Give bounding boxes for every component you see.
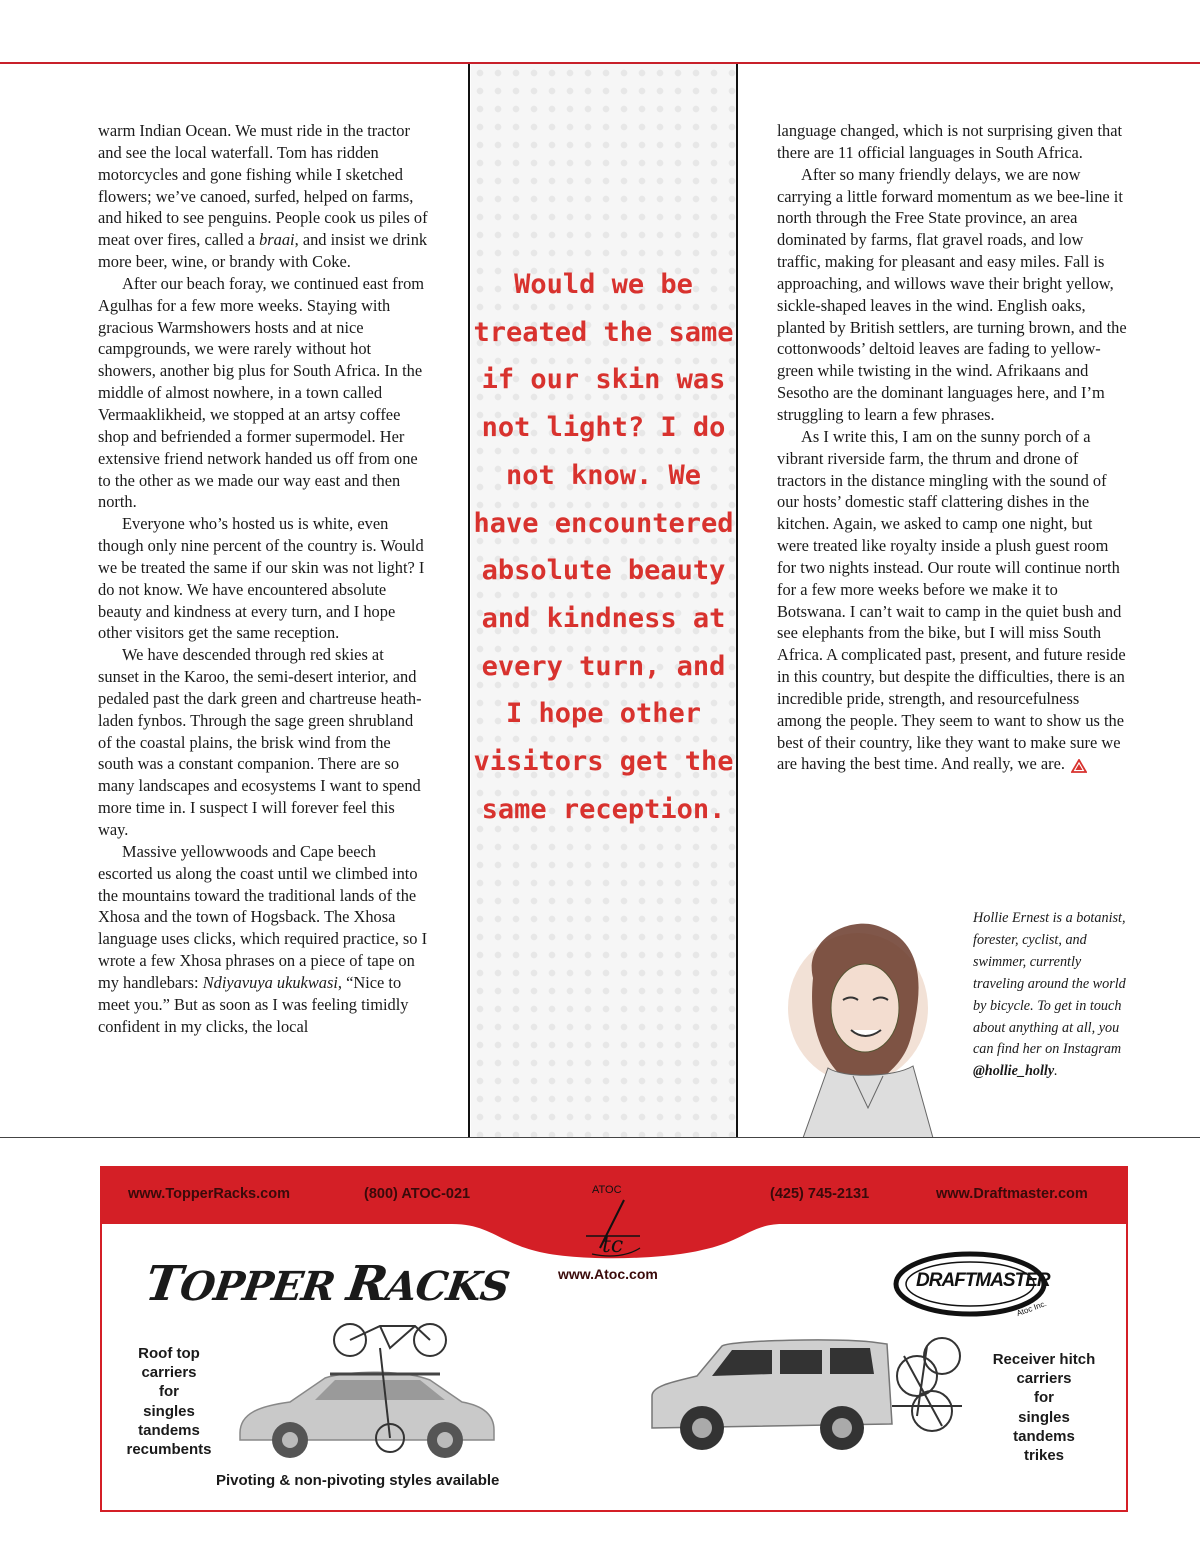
column-divider-right bbox=[736, 64, 738, 1138]
article-left-column bbox=[98, 120, 428, 1037]
pull-quote: Would we be treated the same if our skin was not light? I do not know. We have encountered absolute beauty and kindness at every turn, and I hope other visitors get the same reception. bbox=[473, 269, 734, 825]
svg-text:tc: tc bbox=[602, 1233, 624, 1258]
roof-top-list: Roof top carriers for singles tandems recumbents bbox=[126, 1345, 212, 1459]
atoc-label: ATOC bbox=[592, 1184, 622, 1196]
paragraph: Massive yellowwoods and Cape beech escorted us along the coast until we climbed into the mountains toward the traditional lands of the Xhosa and the town of Hogsback. The Xhosa language uses clicks, which required practice, so I wrote a few Xhosa phrases on a piece of tape on my handlebars: Ndiyavuya ukukwasi, “Nice to meet you.” But as soon as I was feeling timidly confident in my clicks, the local bbox=[98, 841, 428, 1036]
author-bio bbox=[973, 908, 1133, 1083]
article-right-column bbox=[777, 120, 1127, 775]
paragraph: After our beach foray, we continued east from Agulhas for a few more weeks. Staying with gracious Warmshowers hosts and at nice campgrounds, we were rarely without hot showers, another big plus for South Africa. In the middle of almost nowhere, in a town called Vermaaklikheid, we stopped at an artsy coffee shop and befriended a former supermodel. Her extensive friend network handed us off from one to the other as we made our way east and then north. bbox=[98, 273, 425, 512]
paragraph: After so many friendly delays, we are now carrying a little forward momentum as we bee-line it north through the Free State province, an area dominated by farms, flat gravel roads, and low traffic, making for pleasant and easy miles. Fall is approaching, and willows wave their bright yellow, sickle-shaped leaves in the wind. English oaks, planted by British settlers, are turning brown, and the cottonwoods’ deltoid leaves are fading to yellow-green while twisting in the wind. Afrikaans and Sesotho are the dominant languages here, and I’m struggling to learn a few phrases. bbox=[777, 164, 1127, 424]
bio-end: . bbox=[1054, 1063, 1058, 1080]
paragraph: Everyone who’s hosted us is white, even though only nine percent of the country is. Would we be treated the same if our skin was not light? I do not know. We have encountered absolute beauty and kindness at every turn, and I hope other visitors get the same reception. bbox=[98, 514, 425, 643]
draftmaster-url[interactable]: www.Draftmaster.com bbox=[936, 1186, 1088, 1202]
bio-text: Hollie Ernest is a botanist, forester, cyclist, and swimmer, currently traveling around the world by bicycle. To get in touch about anything at all, you can find her on Instagram bbox=[973, 910, 1126, 1058]
paragraph: language changed, which is not surprising given that there are 11 official languages in South Africa. bbox=[777, 121, 1123, 162]
topper-phone: (800) ATOC-021 bbox=[364, 1186, 471, 1202]
atoc-url[interactable]: www.Atoc.com bbox=[558, 1266, 658, 1282]
topper-racks-logo: TOPPER RACKS bbox=[142, 1256, 512, 1312]
pull-quote-panel bbox=[471, 64, 736, 1137]
car-roof-rack-illustration bbox=[230, 1318, 500, 1468]
atoc-logo-icon bbox=[580, 1198, 644, 1260]
ad-separator-rule bbox=[0, 1137, 1200, 1138]
paragraph: We have descended through red skies at sunset in the Karoo, the semi-desert interior, and pedaled past the dark green and chartreuse heath-laden fynbos. Through the sage green shrubland of the coastal plains, the brisk wind from the south was a constant companion. There are so many landscapes and ecosystems I want to spend more time in. I suspect I will forever feel this way. bbox=[98, 645, 422, 839]
advertisement bbox=[100, 1166, 1128, 1512]
author-portrait-illustration bbox=[773, 908, 968, 1138]
paragraph: warm Indian Ocean. We must ride in the tractor and see the local waterfall. Tom has ridden motorcycles and gone fishing while I sketched flowers; we’ve canoed, surfed, helped on farms, and hiked to see penguins. People cook us piles of meat over fires, called a braai, and insist we drink more beer, wine, or brandy with Coke. bbox=[98, 121, 428, 272]
instagram-handle[interactable]: @hollie_holly bbox=[973, 1063, 1055, 1080]
draftmaster-logo-text: DRAFTMASTER bbox=[916, 1270, 1050, 1291]
pivoting-styles-tagline: Pivoting & non-pivoting styles available bbox=[216, 1472, 500, 1489]
topper-url[interactable]: www.TopperRacks.com bbox=[128, 1186, 290, 1202]
end-mark-icon bbox=[1071, 759, 1087, 773]
receiver-hitch-list: Receiver hitch carriers for singles tandems trikes bbox=[992, 1351, 1096, 1465]
draftmaster-phone: (425) 745-2131 bbox=[770, 1186, 870, 1202]
paragraph-text: As I write this, I am on the sunny porch of a vibrant riverside farm, the thrum and drone of tractors in the distance mingling with the sound of our hosts’ domestic staff clattering dishes in the kitchen. Again, we asked to camp one night, but were treated like royalty inside a plush guest room for two nights instead. Our route will continue north for a few more weeks before we make it to Botswana. I can’t wait to camp in the quiet bush and see elephants from the bike, but I will miss South Africa. A complicated past, present, and future reside in this country, but despite the difficulties, there is an incredible pride, strength, and resourcefulness among the people. They seem to want to show us the best of their country, like they want to make sure we are having the best time. And really, we are. bbox=[777, 426, 1126, 774]
draftmaster-logo-sub: Atoc Inc. bbox=[1015, 1298, 1048, 1319]
suv-hitch-rack-illustration bbox=[642, 1316, 972, 1466]
column-divider-left bbox=[468, 64, 470, 1138]
paragraph bbox=[777, 426, 1127, 776]
